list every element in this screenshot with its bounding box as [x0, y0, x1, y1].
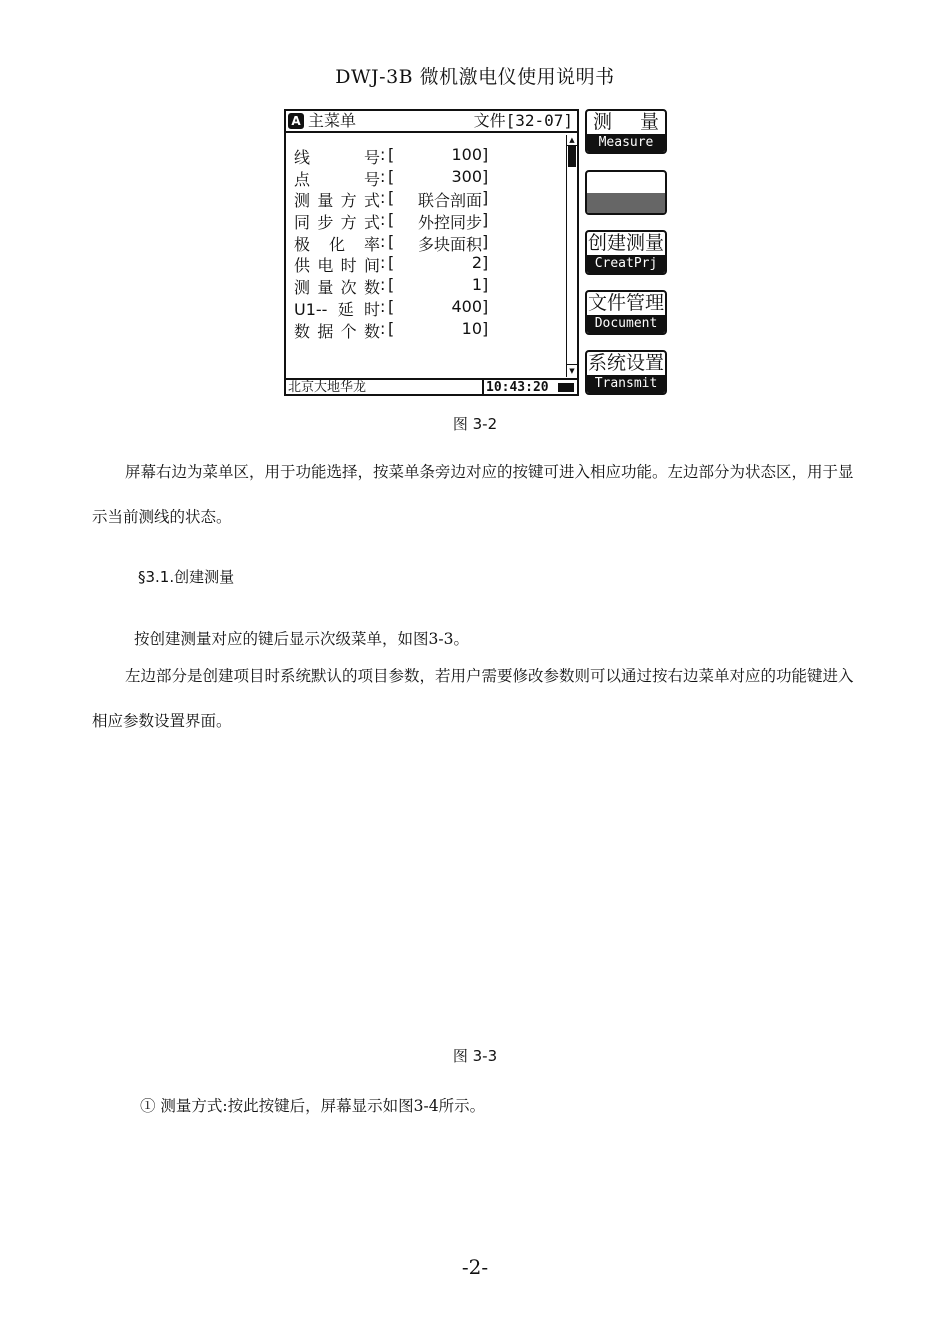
param-left-bracket: [: [388, 318, 395, 338]
param-colon: :: [380, 253, 386, 273]
param-label: 极化率: [294, 234, 380, 254]
param-row-point-no[interactable]: [294, 167, 554, 189]
figure-caption: 图 3-3: [452, 1047, 498, 1065]
param-row-measure-count[interactable]: [294, 275, 554, 297]
param-colon: :: [380, 296, 386, 316]
param-right-bracket: ]: [482, 296, 489, 316]
menu-blank-button[interactable]: [585, 170, 667, 215]
param-value: 2: [471, 253, 482, 273]
param-right-bracket: ]: [482, 166, 489, 186]
parameter-list: [294, 145, 554, 340]
param-row-power-time[interactable]: [294, 253, 554, 275]
scrollbar[interactable]: [566, 135, 577, 377]
battery-icon: [558, 383, 574, 392]
param-colon: :: [380, 210, 386, 230]
param-value: 300: [451, 166, 482, 186]
menu-label-cn: [587, 172, 665, 195]
param-right-bracket: ]: [482, 231, 489, 251]
param-label: 测量次数: [294, 278, 380, 298]
param-colon: :: [380, 145, 386, 164]
list-item: ① 测量方式:按此按键后，屏幕显示如图3-4所示。: [140, 1097, 486, 1115]
menu-label-en: Document: [587, 315, 665, 333]
param-value: 外控同步: [417, 213, 482, 233]
param-colon: :: [380, 188, 386, 208]
param-colon: :: [380, 166, 386, 186]
param-left-bracket: [: [388, 210, 395, 230]
param-row-u1-delay[interactable]: [294, 297, 554, 319]
softkey-menu: [585, 109, 668, 397]
scroll-up-arrow-icon[interactable]: ▲: [567, 135, 577, 146]
param-value: 联合剖面: [417, 191, 482, 211]
param-row-line-no[interactable]: [294, 145, 554, 167]
param-left-bracket: [: [388, 253, 395, 273]
menu-label-cn: 文件管理: [587, 292, 664, 314]
menu-label-cn: 测量: [593, 111, 659, 133]
logo-icon: A: [288, 113, 304, 129]
menu-label-cn: 系统设置: [587, 352, 664, 374]
param-row-polarizability[interactable]: [294, 232, 554, 254]
param-label: 线号: [294, 148, 380, 167]
param-left-bracket: [: [388, 166, 395, 186]
page-number: -2-: [461, 1255, 489, 1279]
param-left-bracket: [: [388, 296, 395, 316]
param-value: 400: [451, 296, 482, 316]
status-bar: [286, 378, 577, 396]
param-label: 同步方式: [294, 213, 380, 233]
menu-system-settings-button[interactable]: [585, 350, 667, 395]
document-title: DWJ-3B 微机激电仪使用说明书: [335, 66, 615, 88]
param-label: 数据个数: [294, 321, 380, 341]
menu-create-project-button[interactable]: [585, 230, 667, 275]
param-right-bracket: ]: [482, 145, 489, 164]
param-right-bracket: ]: [482, 253, 489, 273]
lcd-panel: [284, 109, 579, 396]
param-row-measure-mode[interactable]: [294, 188, 554, 210]
param-colon: :: [380, 231, 386, 251]
menu-measure-button[interactable]: [585, 109, 667, 154]
menu-label-en: Transmit: [587, 375, 665, 393]
clock-time: 10:43:20: [486, 380, 549, 395]
param-value: 10: [461, 318, 482, 338]
section-heading: §3.1.创建测量: [138, 568, 235, 586]
param-row-data-count[interactable]: [294, 319, 554, 341]
param-right-bracket: ]: [482, 318, 489, 338]
file-indicator: 文件[32-07]: [473, 111, 573, 130]
param-colon: :: [380, 275, 386, 295]
param-left-bracket: [: [388, 275, 395, 295]
menu-label-en: CreatPrj: [587, 255, 665, 273]
param-row-sync-mode[interactable]: [294, 210, 554, 232]
main-menu-label: 主菜单: [308, 111, 357, 130]
param-label: U1--延时: [294, 299, 380, 319]
paragraph: 屏幕右边为菜单区，用于功能选择，按菜单条旁边对应的按键可进入相应功能。左边部分为状态区，用于显示当前测线的状态。: [92, 463, 854, 526]
paragraph: 按创建测量对应的键后显示次级菜单，如图3-3。: [134, 630, 469, 648]
lcd-title-bar: [286, 111, 577, 133]
figure-caption: 图 3-2: [452, 415, 498, 433]
menu-document-button[interactable]: [585, 290, 667, 335]
menu-label-cn: 创建测量: [587, 232, 664, 254]
param-right-bracket: ]: [482, 275, 489, 295]
param-colon: :: [380, 318, 386, 338]
param-value: 多块面积: [417, 234, 482, 254]
param-label: 测量方式: [294, 191, 380, 211]
param-left-bracket: [: [388, 231, 395, 251]
param-right-bracket: ]: [482, 210, 489, 230]
scroll-down-arrow-icon[interactable]: ▼: [567, 364, 577, 377]
menu-label-en: [587, 193, 665, 213]
company-name: 北京大地华龙: [288, 380, 367, 395]
device-screenshot: [284, 109, 668, 397]
param-left-bracket: [: [388, 145, 395, 164]
menu-label-en: Measure: [587, 134, 665, 152]
param-label: 供电时间: [294, 256, 380, 276]
param-value: 1: [471, 275, 482, 295]
clock: [482, 380, 576, 396]
param-value: 100: [451, 145, 482, 164]
param-label: 点号: [294, 169, 380, 189]
param-left-bracket: [: [388, 188, 395, 208]
paragraph: 左边部分是创建项目时系统默认的项目参数，若用户需要修改参数则可以通过按右边菜单对应的功能键进入相应参数设置界面。: [92, 667, 854, 730]
scroll-thumb[interactable]: [568, 145, 576, 167]
param-right-bracket: ]: [482, 188, 489, 208]
